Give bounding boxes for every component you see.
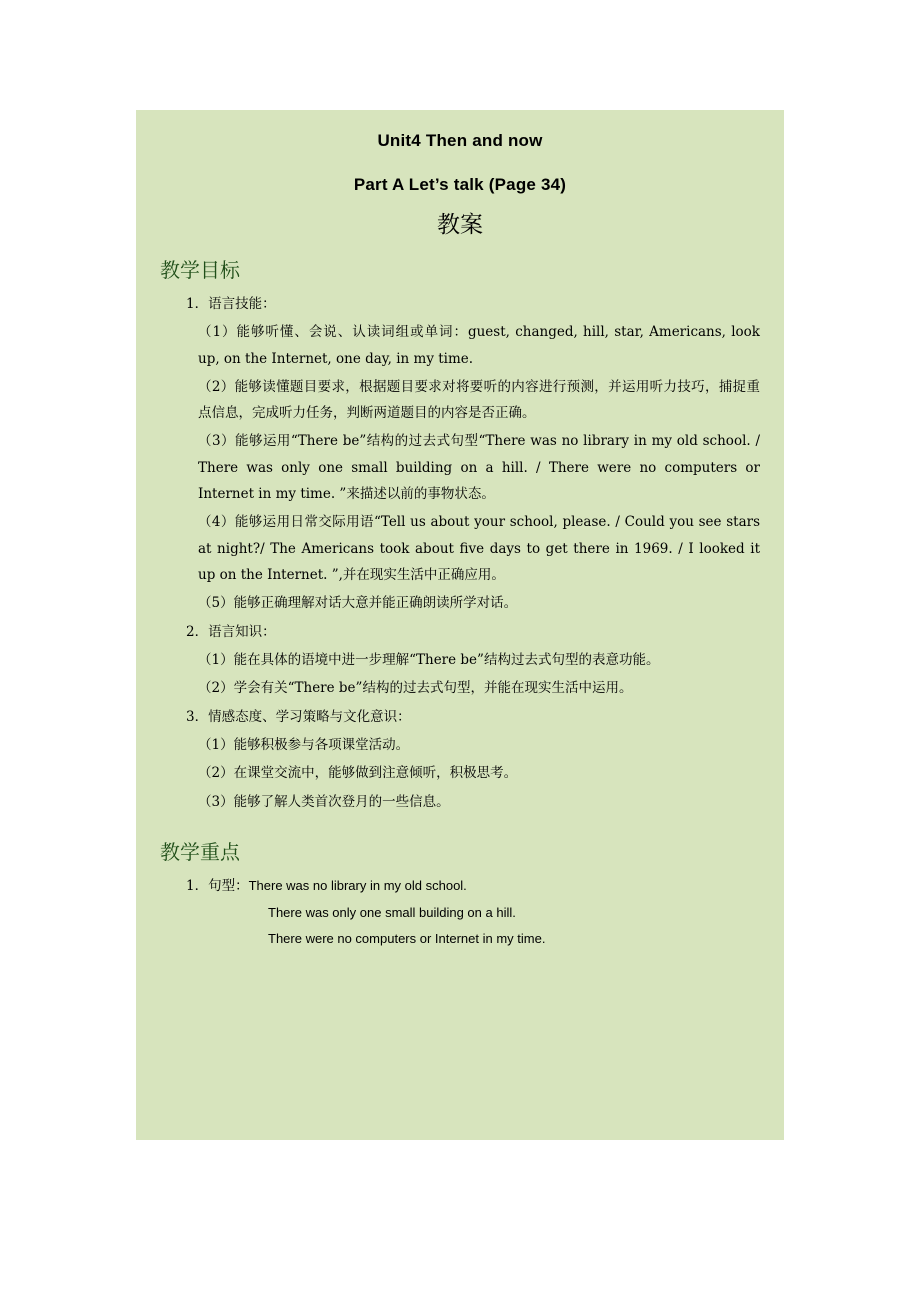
key-point-sentence: There was no library in my old school. — [248, 877, 467, 893]
objective-item: （3）能够运用“There be”结构的过去式句型“There was no library in my old school. / There was only one small building on a hill. / There were no computers or Internet in my time. ”来描述以前的事物状态。 — [198, 433, 760, 503]
key-point-sentence: There were no computers or Internet in my time. — [268, 930, 546, 946]
objective-item: 3．情感态度、学习策略与文化意识： — [186, 708, 411, 725]
objective-item: （2）在课堂交流中，能够做到注意倾听，积极思考。 — [198, 765, 518, 782]
page-title-line1: Unit4 Then and now — [377, 131, 543, 150]
objective-item: 2．语言知识： — [186, 623, 276, 640]
key-point-label — [160, 873, 760, 900]
document-page — [136, 110, 784, 1140]
key-point-sentence: There was only one small building on a hill. — [268, 904, 516, 920]
key-point-label-text: 1．句型： — [186, 877, 249, 894]
objective-item: （2）学会有关“There be”结构的过去式句型，并能在现实生活中运用。 — [198, 680, 633, 697]
objective-item: （1）能够听懂、会说、认读词组或单词：guest, changed, hill, star, Americans, look up, on the Internet, one day, in my time. — [198, 324, 760, 367]
objective-item: （2）能够读懂题目要求，根据题目要求对将要听的内容进行预测，并运用听力技巧，捕捉重点信息，完成听力任务，判断两道题目的内容是否正确。 — [198, 378, 760, 422]
objective-item: （5）能够正确理解对话大意并能正确朗读所学对话。 — [198, 595, 518, 612]
objective-item: （4）能够运用日常交际用语“Tell us about your school, please. / Could you see stars at night?/ The Americans took about five days to get there in 1969. / I looked it up on the Internet. ”,并在现实生活中正确应用。 — [198, 514, 760, 584]
section-heading-objectives: 教学目标 — [160, 257, 240, 282]
page-title-line2: Part A Let’s talk (Page 34) — [353, 174, 567, 194]
page-title-chinese: 教案 — [437, 212, 483, 238]
objective-item: （1）能够积极参与各项课堂活动。 — [198, 736, 410, 753]
objective-item: （1）能在具体的语境中进一步理解“There be”结构过去式句型的表意功能。 — [198, 651, 660, 668]
objective-item: 1．语言技能： — [186, 295, 276, 312]
section-heading-key-points: 教学重点 — [160, 839, 240, 864]
objective-item: （3）能够了解人类首次登月的一些信息。 — [198, 793, 450, 810]
